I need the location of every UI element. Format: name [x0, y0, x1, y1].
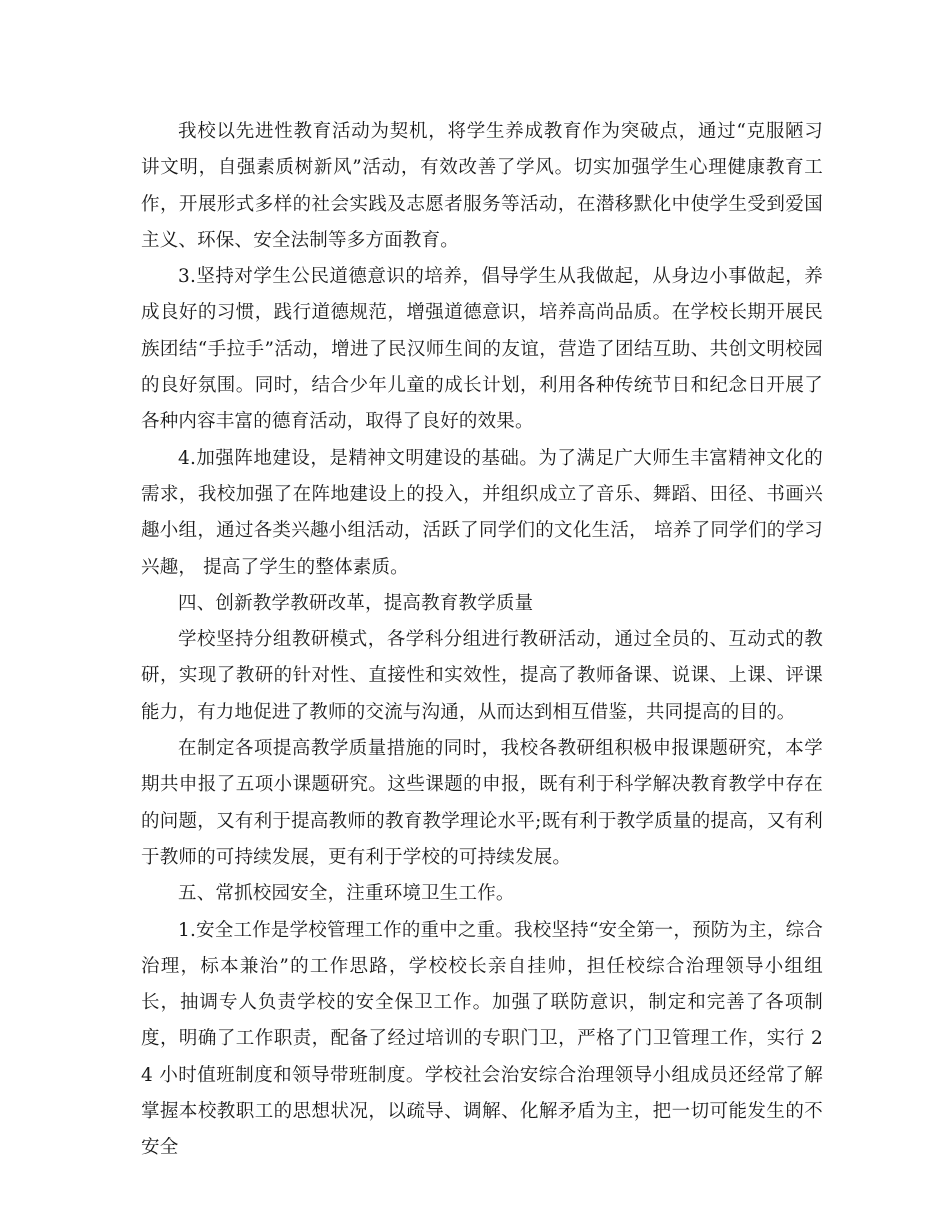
section-heading-teaching-reform: 四、创新教学教研改革，提高教育教学质量 [178, 592, 534, 614]
document-body [141, 114, 823, 1167]
paragraph-research-projects: 在制定各项提高教学质量措施的同时，我校各教研组积极申报课题研究，本学期共申报了五项小课题研究。这些课题的申报，既有利于科学解决教育教学中存在的问题，又有利于提高教师的教育教学理论水平;既有利于教学质量的提高，又有利于教师的可持续发展，更有利于学校的可持续发展。 [141, 738, 823, 868]
paragraph-moral-education: 我校以先进性教育活动为契机，将学生养成教育作为突破点，通过“克服陋习讲文明，自强素质树新风”活动，有效改善了学风。切实加强学生心理健康教育工作，开展形式多样的社会实践及志愿者服务等活动，在潜移默化中使学生受到爱国主义、环保、安全法制等多方面教育。 [141, 121, 823, 251]
paragraph-civic-morality: 3.坚持对学生公民道德意识的培养，倡导学生从我做起，从身边小事做起，养成良好的习惯，践行道德规范，增强道德意识，培养高尚品质。在学校长期开展民族团结“手拉手”活动，增进了民汉师生间的友谊，营造了团结互助、共创文明校园的良好氛围。同时，结合少年儿童的成长计划，利用各种传统节日和纪念日开展了各种内容丰富的德育活动，取得了良好的效果。 [141, 266, 823, 433]
section-heading-campus-safety: 五、常抓校园安全，注重环境卫生工作。 [178, 883, 515, 905]
paragraph-cultural-facilities: 4.加强阵地建设，是精神文明建设的基础。为了满足广大师生丰富精神文化的需求，我校加强了在阵地建设上的投入，并组织成立了音乐、舞蹈、田径、书画兴趣小组，通过各类兴趣小组活动，活跃了同学们的文化生活， 培养了同学们的学习兴趣， 提高了学生的整体素质。 [141, 447, 823, 578]
paragraph-group-research: 学校坚持分组教研模式，各学科分组进行教研活动，通过全员的、互动式的教研，实现了教研的针对性、直接性和实效性，提高了教师备课、说课、上课、评课能力，有力地促进了教师的交流与沟通，从而达到相互借鉴，共同提高的目的。 [141, 629, 823, 723]
paragraph-safety-work: 1.安全工作是学校管理工作的重中之重。我校坚持“安全第一，预防为主，综合治理，标本兼治”的工作思路，学校校长亲自挂帅，担任校综合治理领导小组组长，抽调专人负责学校的安全保卫工作。加强了联防意识，制定和完善了各项制度，明确了工作职责，配备了经过培训的专职门卫，严格了门卫管理工作，实行 24 小时值班制度和领导带班制度。学校社会治安综合治理领导小组成员还经常了解掌握本校教职工的思想状况，以疏导、调解、化解矛盾为主，把一切可能发生的不安全 [141, 919, 823, 1159]
